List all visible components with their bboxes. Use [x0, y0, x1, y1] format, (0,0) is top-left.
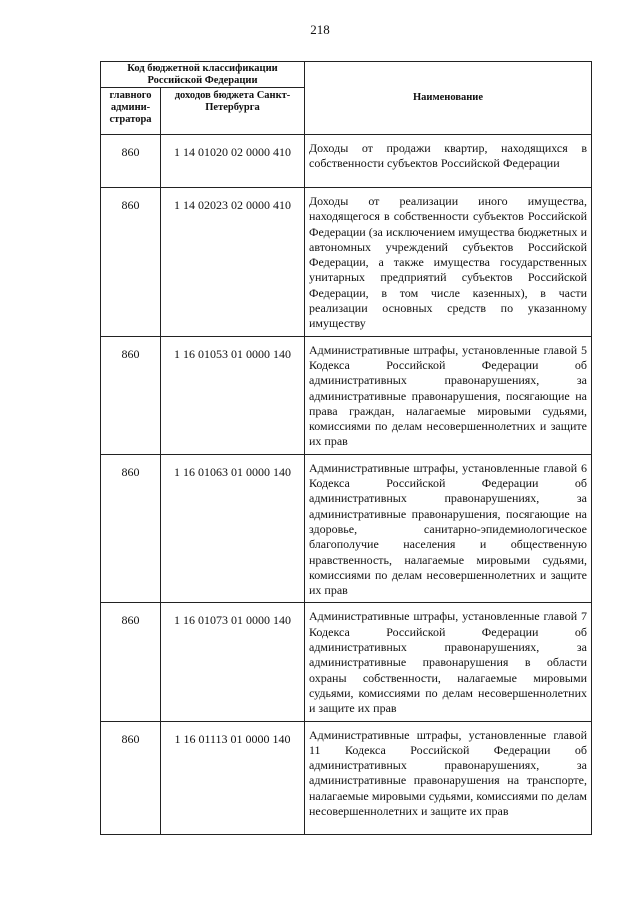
row-name: Административные штрафы, установленные главой 5 Кодекса Российской Федерации об административных правонарушениях, за административные правонарушения, посягающие на права граждан, налагаемые мировыми судьями, комиссиями по делам несовершеннолетних и защите их прав	[309, 342, 587, 449]
table-row	[101, 454, 592, 603]
table-row	[101, 603, 592, 721]
admin-code: 860	[101, 135, 161, 188]
row-name: Доходы от реализации иного имущества, находящегося в собственности субъектов Российской Федерации (за исключением имущества бюджетных и автономных учреждений субъектов Российской Федерации, а также имущества государственных унитарных предприятий субъектов Российской Федерации, в том числе казенных), в части реализации основных средств по указанному имуществу	[309, 194, 587, 331]
income-code: 1 16 01063 01 0000 140	[161, 454, 305, 603]
table-row	[101, 721, 592, 834]
table-row	[101, 135, 592, 188]
header-admin: главного админи-стратора	[101, 88, 161, 135]
row-name-cell	[305, 721, 592, 834]
admin-code: 860	[101, 721, 161, 834]
row-name-cell	[305, 603, 592, 721]
row-name-cell	[305, 336, 592, 454]
income-code: 1 16 01073 01 0000 140	[161, 603, 305, 721]
row-name: Доходы от продажи квартир, находящихся в собственности субъектов Российской Федерации	[309, 141, 587, 171]
admin-code: 860	[101, 188, 161, 337]
income-code: 1 14 01020 02 0000 410	[161, 135, 305, 188]
header-income: доходов бюджета Санкт-Петербурга	[161, 88, 305, 135]
row-name-cell	[305, 135, 592, 188]
table-row	[101, 336, 592, 454]
table-row	[101, 188, 592, 337]
admin-code: 860	[101, 336, 161, 454]
row-name: Административные штрафы, установленные главой 7 Кодекса Российской Федерации об административных правонарушениях, за административные правонарушения в области охраны собственности, налагаемые мировыми судьями, комиссиями по делам несовершеннолетних и защите их прав	[309, 609, 587, 716]
row-name-cell	[305, 454, 592, 603]
page-number: 218	[310, 22, 330, 37]
row-name: Административные штрафы, установленные главой 11 Кодекса Российской Федерации об административных правонарушениях, за административные правонарушения на транспорте, налагаемые мировыми судьями, комиссиями по делам несовершеннолетних и защите их прав	[309, 727, 587, 818]
income-code: 1 14 02023 02 0000 410	[161, 188, 305, 337]
row-name-cell	[305, 188, 592, 337]
header-classification-group: Код бюджетной классификации Российской Федерации	[101, 62, 305, 88]
budget-classification-table	[100, 61, 592, 835]
admin-code: 860	[101, 454, 161, 603]
admin-code: 860	[101, 603, 161, 721]
row-name: Административные штрафы, установленные главой 6 Кодекса Российской Федерации об административных правонарушениях, за административные правонарушения, посягающие на здоровье, санитарно-эпидемиологическое благополучие населения и общественную нравственность, налагаемые мировыми судьями, комиссиями по делам несовершеннолетних и защите их прав	[309, 460, 587, 598]
income-code: 1 16 01053 01 0000 140	[161, 336, 305, 454]
income-code: 1 16 01113 01 0000 140	[161, 721, 305, 834]
header-name: Наименование	[305, 62, 592, 135]
